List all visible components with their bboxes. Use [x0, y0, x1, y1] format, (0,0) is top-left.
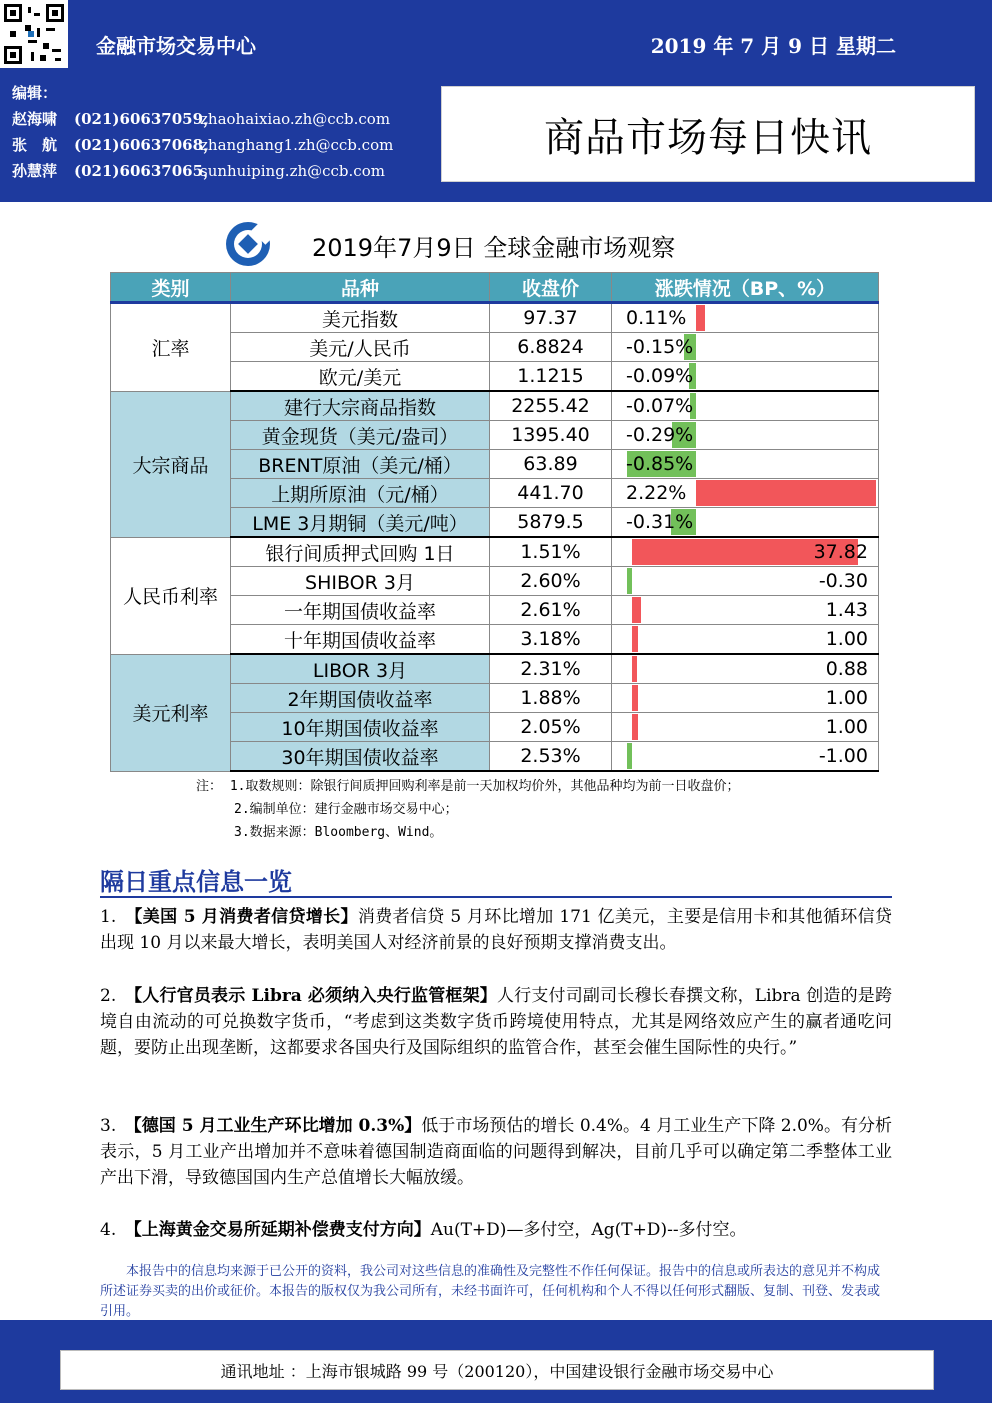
change-cell [612, 303, 879, 333]
close-price: 2.05% [490, 713, 612, 742]
change-value: -0.15% [626, 336, 694, 358]
news-section-title: 隔日重点信息一览 [100, 868, 292, 896]
instrument-name: LIBOR 3月 [231, 654, 490, 684]
news-item: 2. 【人行官员表示 Libra 必须纳入央行监管框架】人行支付司副司长穆长春撰文称，Libra 创造的是跨境自由流动的可兑换数字货币，“考虑到这类数字货币跨境使用特点，尤其是网络效应产生的赢者通吃问题，要防止出现垄断，这都要求各国央行及国际组织的监管合作，甚至会催生国际性的央行。” [100, 986, 892, 1058]
close-price: 1395.40 [490, 421, 612, 450]
table-row [111, 303, 879, 333]
market-table [110, 272, 879, 772]
change-value: 1.43 [825, 599, 868, 621]
change-value: -1.00 [818, 745, 868, 767]
change-cell [612, 508, 879, 538]
change-bar [632, 685, 638, 711]
editor-email[interactable]: zhaohaixiao.zh@ccb.com [200, 110, 391, 128]
table-notes [196, 775, 739, 844]
editors-block [12, 80, 393, 184]
editor-row: 赵海啸 (021)60637059，zhaohaixiao.zh@ccb.com [12, 110, 391, 128]
editor-email[interactable]: sunhuiping.zh@ccb.com [200, 162, 385, 180]
news-body: 低于市场预估的增长 0.4%。4 月工业生产下降 2.0%。有分析表示，5 月工业产出增加并不意味着德国制造商面临的问题得到解决，目前几乎可以确定第二季整体工业产出下滑，导致德国国内生产总值增长大幅放缓。 [100, 1116, 893, 1188]
change-cell [612, 654, 879, 684]
news-headline: 【美国 5 月消费者信贷增长】 [133, 907, 358, 927]
category-cell: 美元利率 [111, 654, 231, 771]
change-cell [612, 391, 879, 421]
instrument-name: 欧元/美元 [231, 362, 490, 392]
instrument-name: 一年期国债收益率 [231, 596, 490, 625]
instrument-name: 2年期国债收益率 [231, 684, 490, 713]
close-price: 97.37 [490, 303, 612, 333]
editors-label: 编辑： [12, 84, 58, 102]
footer-address: 通讯地址 ：上海市银城路 99 号（200120），中国建设银行金融市场交易中心 [60, 1350, 934, 1390]
note-line: 2.编制单位：建行金融市场交易中心； [234, 802, 458, 817]
change-bar [632, 597, 641, 623]
instrument-name: 建行大宗商品指数 [231, 391, 490, 421]
table-row [111, 537, 879, 567]
instrument-name: 30年期国债收益率 [231, 742, 490, 772]
close-price: 2.60% [490, 567, 612, 596]
col-header-name: 品种 [231, 273, 490, 303]
change-bar [627, 743, 632, 769]
change-bar [696, 480, 876, 506]
change-bar [632, 656, 637, 682]
instrument-name: SHIBOR 3月 [231, 567, 490, 596]
change-bar [632, 714, 638, 740]
instrument-name: 十年期国债收益率 [231, 625, 490, 655]
report-date: 2019 年 7 月 9 日 星期二 [650, 34, 896, 58]
instrument-name: 银行间质押式回购 1日 [231, 537, 490, 567]
table-header-row [111, 273, 879, 303]
news-headline: 【上海黄金交易所延期补偿费支付方向】 [133, 1220, 431, 1240]
change-cell [612, 333, 879, 362]
close-price: 2.61% [490, 596, 612, 625]
instrument-name: BRENT原油（美元/桶） [231, 450, 490, 479]
note-line: 3.数据来源：Bloomberg、Wind。 [234, 825, 443, 840]
change-value: -0.31% [626, 511, 694, 533]
change-bar [696, 305, 705, 331]
news-headline: 【德国 5 月工业生产环比增加 0.3%】 [133, 1116, 422, 1136]
change-cell [612, 567, 879, 596]
qr-code [0, 0, 68, 68]
note-line: 注： 1.取数规则：除银行间质押回购利率是前一天加权均价外，其他品种均为前一日收盘价； [196, 779, 740, 794]
change-cell [612, 479, 879, 508]
change-value: 1.00 [825, 687, 868, 709]
qr-code-icon [4, 4, 64, 64]
close-price: 2255.42 [490, 391, 612, 421]
change-cell [612, 596, 879, 625]
change-value: 1.00 [825, 716, 868, 738]
change-cell [612, 742, 879, 772]
change-value: -0.85% [626, 453, 694, 475]
change-value: 1.00 [825, 628, 868, 650]
report-title-box [441, 86, 975, 182]
table-row [111, 391, 879, 421]
close-price: 1.51% [490, 537, 612, 567]
change-value: -0.29% [626, 424, 694, 446]
change-value: 37.82 [813, 541, 868, 563]
change-bar [632, 626, 638, 652]
table-title: 2019年7月9日 全球金融市场观察 [312, 234, 676, 262]
col-header-category: 类别 [111, 273, 231, 303]
instrument-name: 美元/人民币 [231, 333, 490, 362]
close-price: 5879.5 [490, 508, 612, 538]
news-headline: 【人行官员表示 Libra 必须纳入央行监管框架】 [133, 986, 497, 1006]
change-value: -0.07% [626, 395, 694, 417]
change-value: -0.30 [818, 570, 868, 592]
close-price: 2.31% [490, 654, 612, 684]
change-cell [612, 362, 879, 392]
instrument-name: 黄金现货（美元/盎司） [231, 421, 490, 450]
close-price: 63.89 [490, 450, 612, 479]
change-cell [612, 713, 879, 742]
change-value: 2.22% [626, 482, 687, 504]
close-price: 2.53% [490, 742, 612, 772]
editor-row: 孙慧萍 (021)60637065，sunhuiping.zh@ccb.com [12, 162, 385, 180]
news-body: Au(T+D)—多付空，Ag(T+D)--多付空。 [430, 1220, 747, 1240]
ccb-logo-icon [224, 220, 272, 268]
change-value: 0.88 [825, 658, 868, 680]
change-cell [612, 421, 879, 450]
change-cell [612, 537, 879, 567]
close-price: 441.70 [490, 479, 612, 508]
change-bar [627, 568, 632, 594]
category-cell: 汇率 [111, 303, 231, 392]
category-cell: 大宗商品 [111, 391, 231, 537]
editor-email[interactable]: zhanghang1.zh@ccb.com [200, 136, 394, 154]
news-item: 3. 【德国 5 月工业生产环比增加 0.3%】低于市场预估的增长 0.4%。4 月工业生产下降 2.0%。有分析表示，5 月工业产出增加并不意味着德国制造商面临的问题得到解决，目前几乎可以确定第二季整体工业产出下滑，导致德国国内生产总值增长大幅放缓。 [100, 1116, 893, 1188]
report-title: 商品市场每日快讯 [544, 114, 872, 161]
change-value: 0.11% [626, 307, 687, 329]
change-value: -0.09% [626, 365, 694, 387]
close-price: 3.18% [490, 625, 612, 655]
change-cell [612, 625, 879, 655]
close-price: 1.88% [490, 684, 612, 713]
change-cell [612, 450, 879, 479]
news-body: 消费者信贷 5 月环比增加 171 亿美元，主要是信用卡和其他循环信贷出现 10 月以来最大增长，表明美国人对经济前景的良好预期支撑消费支出。 [100, 907, 892, 953]
close-price: 1.1215 [490, 362, 612, 392]
col-header-close: 收盘价 [490, 273, 612, 303]
instrument-name: 上期所原油（元/桶） [231, 479, 490, 508]
news-item: 1. 【美国 5 月消费者信贷增长】消费者信贷 5 月环比增加 171 亿美元，主要是信用卡和其他循环信贷出现 10 月以来最大增长，表明美国人对经济前景的良好预期支撑消费支出。 [100, 907, 892, 953]
instrument-name: LME 3月期铜（美元/吨） [231, 508, 490, 538]
disclaimer: 本报告中的信息均来源于已公开的资料，我公司对这些信息的准确性及完整性不作任何保证。报告中的信息或所表达的意见并不构成所述证券买卖的出价或征价。本报告的版权仅为我公司所有，未经书面许可，任何机构和个人不得以任何形式翻版、复制、刊登、发表或引用。 [100, 1264, 881, 1319]
news-body: 人行支付司副司长穆长春撰文称，Libra 创造的是跨境自由流动的可兑换数字货币，“考虑到这类数字货币跨境使用特点，尤其是网络效应产生的赢者通吃问题，要防止出现垄断，这都要求各国央行及国际组织的监管合作，甚至会催生国际性的央行。” [100, 986, 892, 1058]
category-cell: 人民币利率 [111, 537, 231, 654]
change-cell [612, 684, 879, 713]
section-divider [100, 896, 892, 898]
news-item: 4. 【上海黄金交易所延期补偿费支付方向】Au(T+D)—多付空，Ag(T+D)--多付空。 [100, 1220, 747, 1240]
close-price: 6.8824 [490, 333, 612, 362]
org-name: 金融市场交易中心 [96, 34, 256, 58]
table-row [111, 654, 879, 684]
editor-row: 张 航 (021)60637068，zhanghang1.zh@ccb.com [12, 136, 394, 154]
instrument-name: 美元指数 [231, 303, 490, 333]
col-header-change: 涨跌情况（BP、%） [612, 273, 879, 303]
instrument-name: 10年期国债收益率 [231, 713, 490, 742]
